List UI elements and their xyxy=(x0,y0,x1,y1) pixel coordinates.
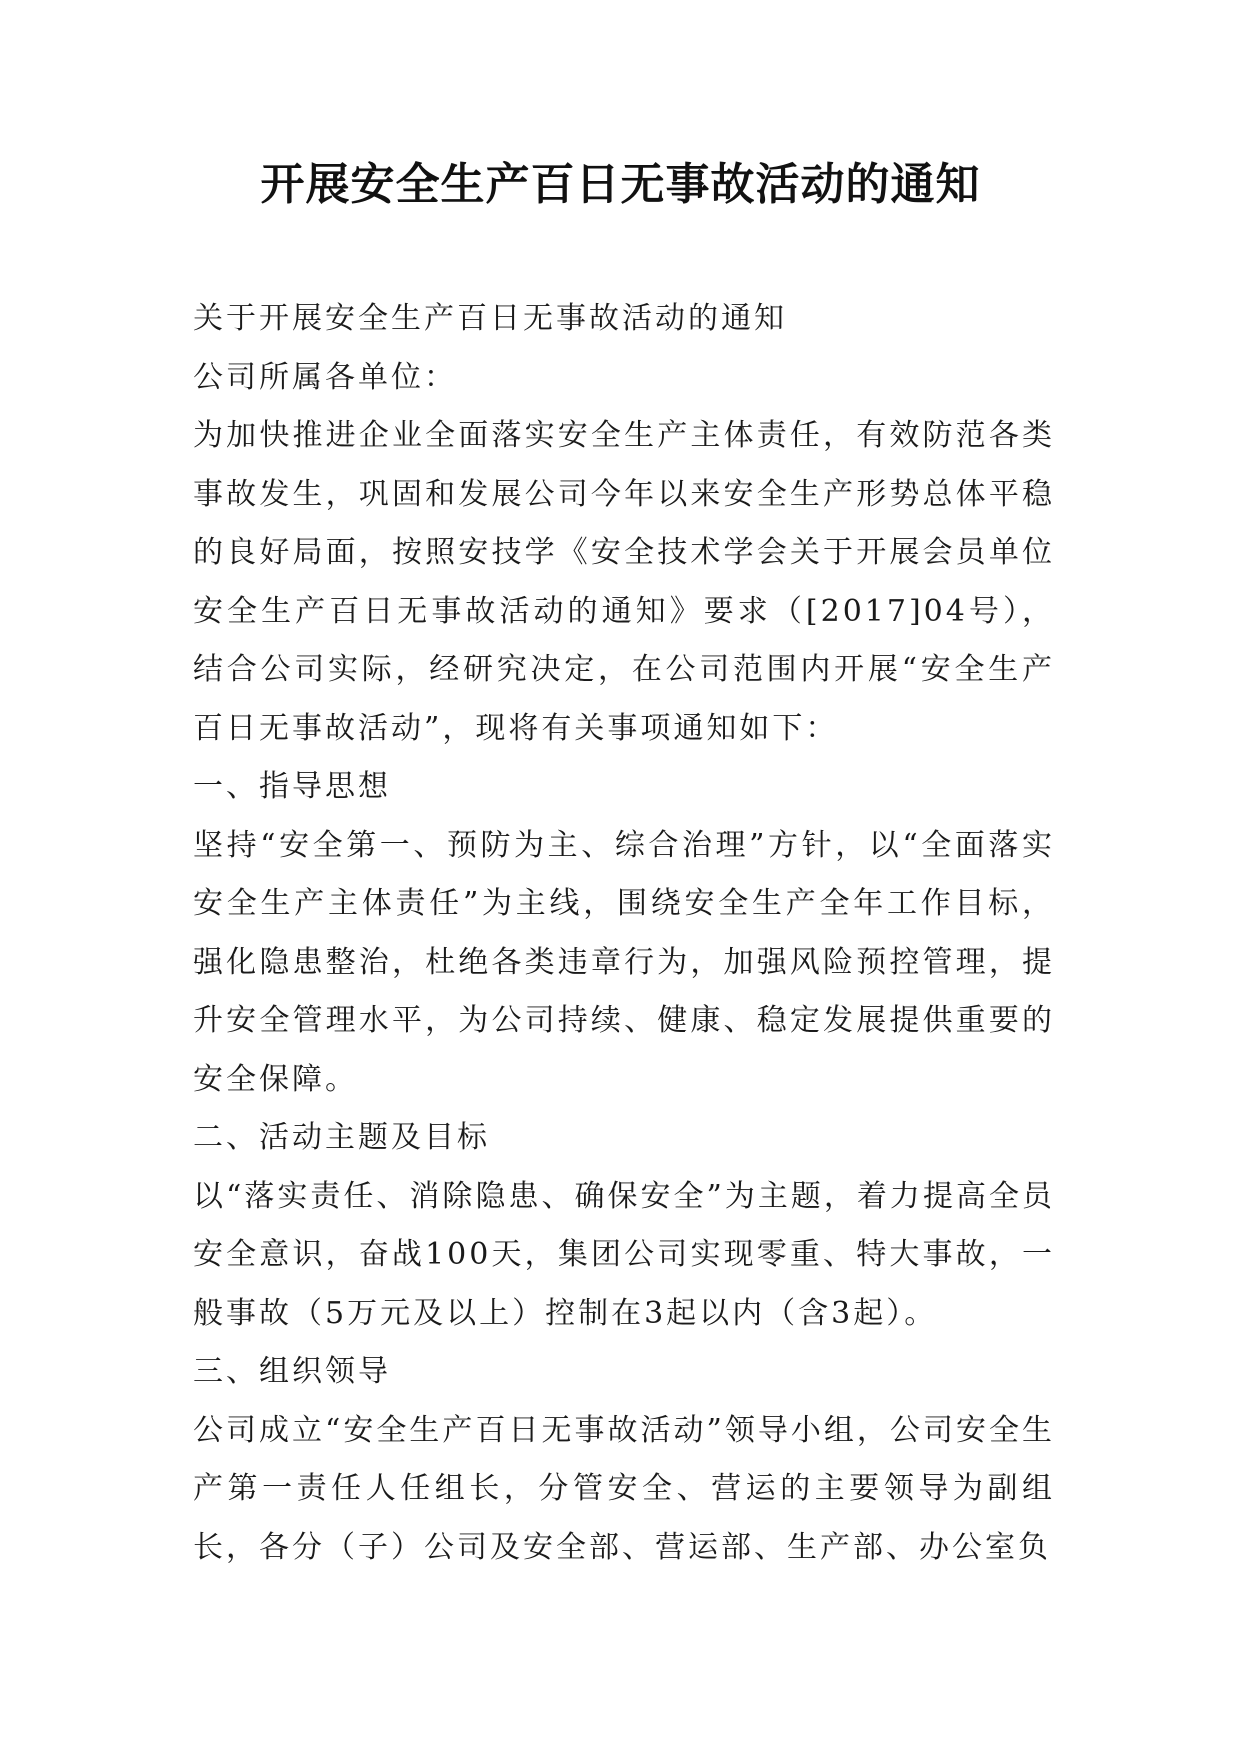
section-heading-theme-goals: 二、活动主题及目标 xyxy=(193,1120,490,1155)
intro-paragraph: 为加快推进企业全面落实安全生产主体责任，有效防范各类事故发生，巩固和发展公司今年以来安全生产形势总体平稳的良好局面，按照安技学《安全技术学会关于开展会员单位安全生产百日无事故活动的通知》要求（[2017]04号），结合公司实际，经研究决定，在公司范围内开展“安全生产百日无事故活动”，现将有关事项通知如下： xyxy=(193,418,1055,746)
theme-goals-paragraph: 以“落实责任、消除隐患、确保安全”为主题，着力提高全员安全意识，奋战100天，集团公司实现零重、特大事故，一般事故（5万元及以上）控制在3起以内（含3起）。 xyxy=(193,1178,1055,1331)
guiding-ideology-paragraph: 坚持“安全第一、预防为主、综合治理”方针，以“全面落实安全生产主体责任”为主线，围绕安全生产全年工作目标，强化隐患整治，杜绝各类违章行为，加强风险预控管理，提升安全管理水平，为公司持续、健康、稳定发展提供重要的安全保障。 xyxy=(193,827,1055,1097)
document-title: 开展安全生产百日无事故活动的通知 xyxy=(260,159,981,210)
subject-line: 关于开展安全生产百日无事故活动的通知 xyxy=(193,301,787,336)
salutation: 公司所属各单位： xyxy=(193,359,457,395)
section-heading-leadership: 三、组织领导 xyxy=(193,1354,391,1389)
document-body xyxy=(193,290,1055,1577)
leadership-paragraph: 公司成立“安全生产百日无事故活动”领导小组，公司安全生产第一责任人任组长，分管安全、营运的主要领导为副组长，各分（子）公司及安全部、营运部、生产部、办公室负 xyxy=(193,1412,1055,1565)
section-heading-guiding-ideology: 一、指导思想 xyxy=(193,769,391,804)
